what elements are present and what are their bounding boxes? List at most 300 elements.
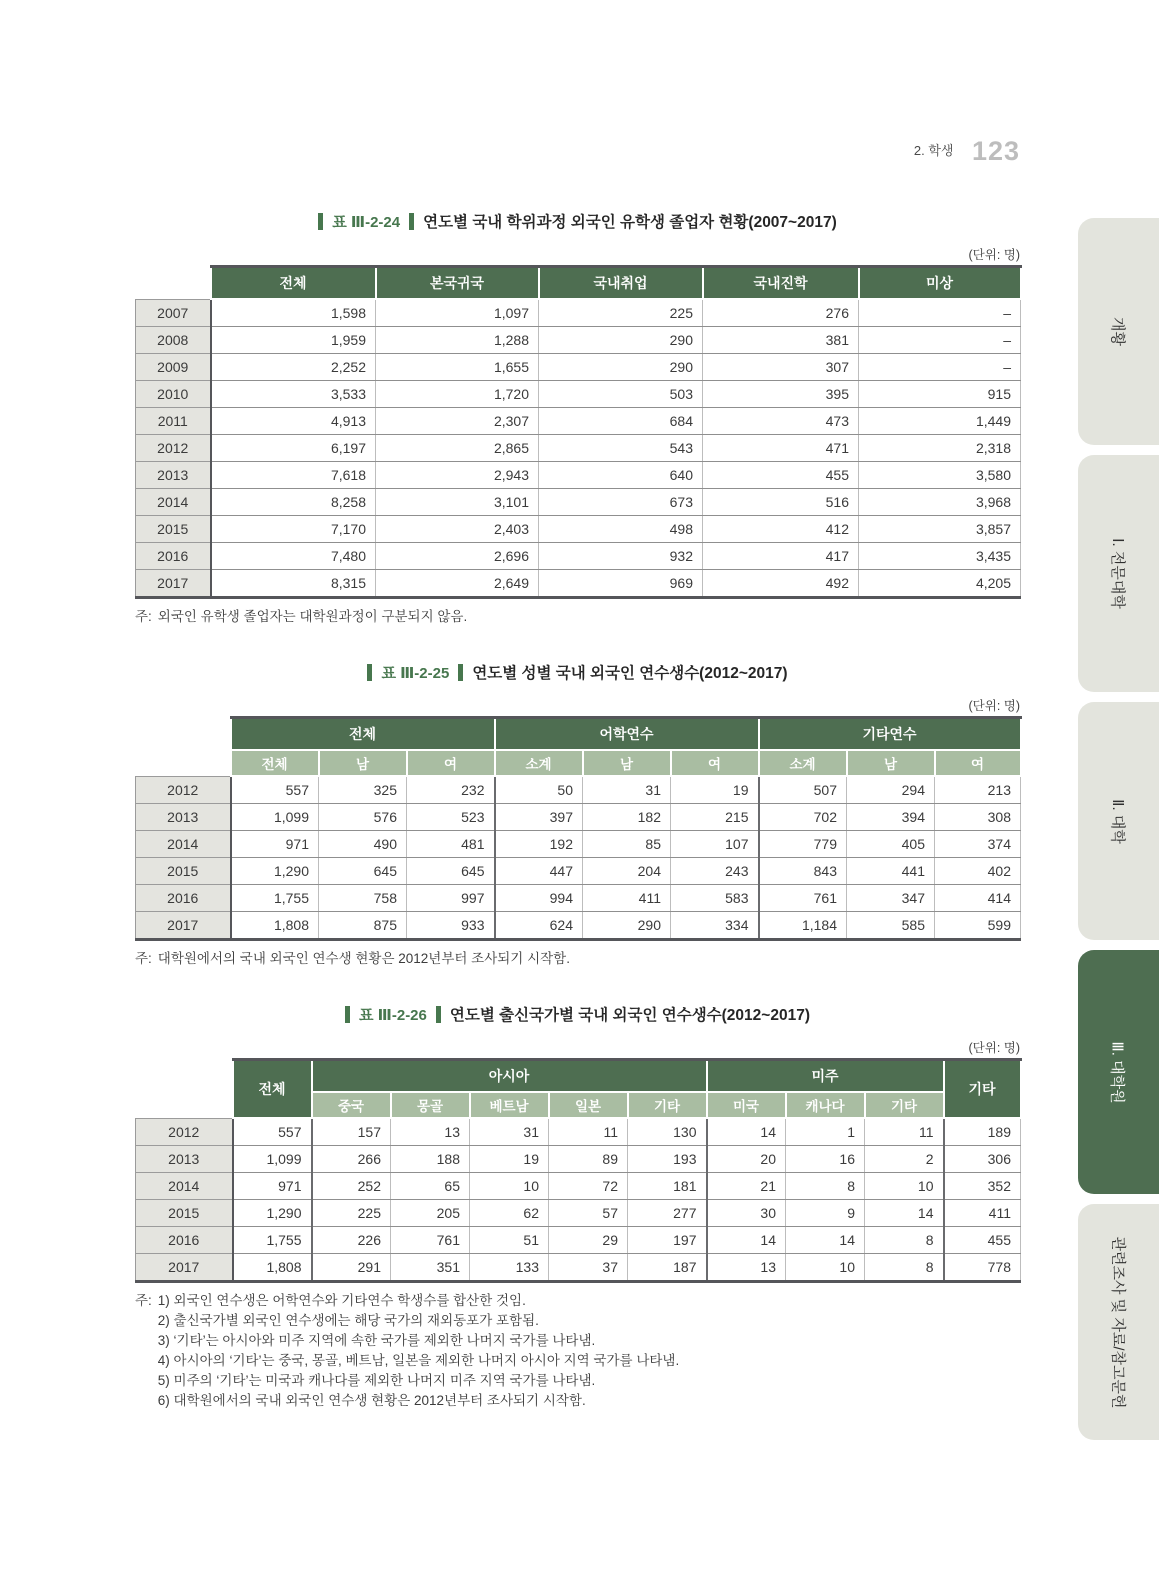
column-header: 전체 (233, 1060, 312, 1119)
table-row (136, 327, 1021, 354)
value-cell: 2,307 (376, 408, 539, 435)
value-cell: 557 (233, 1118, 312, 1146)
value-cell: 1,720 (376, 381, 539, 408)
column-header: 미국 (707, 1092, 786, 1118)
year-cell: 2011 (136, 408, 211, 435)
table-row (136, 804, 1021, 831)
value-cell: 14 (707, 1118, 786, 1146)
value-cell: 997 (407, 885, 495, 912)
value-cell: 130 (628, 1118, 707, 1146)
value-cell: 204 (583, 858, 671, 885)
value-cell: 2,696 (376, 543, 539, 570)
value-cell: 411 (583, 885, 671, 912)
value-cell: 308 (935, 804, 1021, 831)
note-line: 3) ‘기타’는 아시아와 미주 지역에 속한 국가를 제외한 나머지 국가를 나타냄. (157, 1333, 596, 1348)
table-row (136, 354, 1021, 381)
value-cell: 252 (312, 1173, 391, 1200)
year-cell: 2008 (136, 327, 211, 354)
column-header: 기타 (865, 1092, 944, 1118)
value-cell: 761 (759, 885, 847, 912)
value-cell: 19 (671, 776, 759, 804)
value-cell: 1,097 (376, 299, 539, 327)
table-note (135, 949, 1020, 969)
value-cell: 7,480 (211, 543, 376, 570)
year-cell: 2017 (136, 1254, 233, 1282)
value-cell: 213 (935, 776, 1021, 804)
value-cell: 347 (847, 885, 935, 912)
sidebar-tab-3[interactable] (1078, 950, 1159, 1194)
note-line: 대학원에서의 국내 외국인 연수생 현황은 2012년부터 조사되기 시작함. (157, 951, 570, 966)
table-row (136, 776, 1021, 804)
value-cell: 19 (470, 1146, 549, 1173)
value-cell: 1,099 (233, 1146, 312, 1173)
year-cell: 2013 (136, 462, 211, 489)
table-row (136, 1118, 1021, 1146)
value-cell: 599 (935, 912, 1021, 940)
value-cell: 4,205 (859, 570, 1021, 598)
sidebar-tab-1[interactable] (1078, 455, 1159, 692)
caption-bar-icon (367, 664, 372, 681)
value-cell: 107 (671, 831, 759, 858)
value-cell: 490 (319, 831, 407, 858)
note-line: 4) 아시아의 ‘기타’는 중국, 몽골, 베트남, 일본을 제외한 나머지 아시아 지역 국가를 나타냄. (157, 1353, 680, 1368)
value-cell: 2,252 (211, 354, 376, 381)
value-cell: 455 (944, 1227, 1021, 1254)
table-note (135, 607, 1020, 627)
value-cell: 62 (470, 1200, 549, 1227)
value-cell: 30 (707, 1200, 786, 1227)
year-cell: 2013 (136, 804, 231, 831)
column-header: 어학연수 (495, 718, 759, 751)
sidebar-tab-label: 관련조사 및 자료/참고문헌 (1109, 1236, 1126, 1408)
value-cell: 352 (944, 1173, 1021, 1200)
column-header: 전체 (211, 267, 376, 300)
note-lines (158, 1291, 679, 1411)
table-section-1 (135, 210, 1020, 627)
value-cell: 306 (944, 1146, 1021, 1173)
table-row (136, 858, 1021, 885)
value-cell: 10 (786, 1254, 865, 1282)
value-cell: 492 (703, 570, 859, 598)
caption-bar-icon (409, 213, 414, 230)
column-header: 중국 (312, 1092, 391, 1118)
value-cell: 226 (312, 1227, 391, 1254)
value-cell: 29 (549, 1227, 628, 1254)
column-header: 국내취업 (539, 267, 703, 300)
value-cell: 1,808 (233, 1254, 312, 1282)
table-row (136, 381, 1021, 408)
value-cell: 13 (391, 1118, 470, 1146)
value-cell: 994 (495, 885, 583, 912)
section-label: 2. 학생 (913, 143, 954, 158)
value-cell: 187 (628, 1254, 707, 1282)
value-cell: 266 (312, 1146, 391, 1173)
value-cell: 1,184 (759, 912, 847, 940)
table-tag: 표 Ⅲ-2-26 (359, 1006, 427, 1024)
value-cell: 585 (847, 912, 935, 940)
table-row (136, 885, 1021, 912)
value-cell: 702 (759, 804, 847, 831)
value-cell: 673 (539, 489, 703, 516)
table-row (136, 912, 1021, 940)
value-cell: 20 (707, 1146, 786, 1173)
value-cell: 543 (539, 435, 703, 462)
column-header: 남 (319, 750, 407, 776)
table-note (135, 1291, 1020, 1411)
value-cell: 1,598 (211, 299, 376, 327)
value-cell: – (859, 299, 1021, 327)
table-caption (135, 661, 1020, 683)
value-cell: 2 (865, 1146, 944, 1173)
year-cell: 2015 (136, 1200, 233, 1227)
value-cell: 1,755 (231, 885, 319, 912)
value-cell: 133 (470, 1254, 549, 1282)
table-row (136, 1200, 1021, 1227)
value-cell: 14 (865, 1200, 944, 1227)
year-cell: 2014 (136, 489, 211, 516)
value-cell: 875 (319, 912, 407, 940)
value-cell: 276 (703, 299, 859, 327)
value-cell: 37 (549, 1254, 628, 1282)
table-row (136, 1254, 1021, 1282)
value-cell: 779 (759, 831, 847, 858)
value-cell: 1,449 (859, 408, 1021, 435)
value-cell: 1,755 (233, 1227, 312, 1254)
data-table (135, 716, 1022, 941)
column-header: 몽골 (391, 1092, 470, 1118)
column-header: 기타 (944, 1060, 1021, 1119)
value-cell: 441 (847, 858, 935, 885)
table-title: 연도별 성별 국내 외국인 연수생수(2012~2017) (472, 665, 788, 682)
value-cell: 65 (391, 1173, 470, 1200)
year-cell: 2015 (136, 858, 231, 885)
value-cell: 8,258 (211, 489, 376, 516)
value-cell: 1,655 (376, 354, 539, 381)
value-cell: 14 (786, 1227, 865, 1254)
value-cell: 624 (495, 912, 583, 940)
year-cell: 2014 (136, 1173, 233, 1200)
sidebar-tab-0[interactable] (1078, 218, 1159, 445)
column-header: 국내진학 (703, 267, 859, 300)
note-label: 주: (135, 609, 152, 624)
page-number: 123 (971, 136, 1020, 166)
note-line: 5) 미주의 ‘기타’는 미국과 캐나다를 제외한 나머지 미주 지역 국가를 나타냄. (157, 1373, 596, 1388)
value-cell: 8 (865, 1254, 944, 1282)
value-cell: 645 (319, 858, 407, 885)
column-header: 캐나다 (786, 1092, 865, 1118)
value-cell: 225 (312, 1200, 391, 1227)
column-header: 여 (407, 750, 495, 776)
value-cell: 290 (583, 912, 671, 940)
year-cell: 2016 (136, 1227, 233, 1254)
table-row (136, 516, 1021, 543)
table-row (136, 1173, 1021, 1200)
year-cell: 2012 (136, 776, 231, 804)
value-cell: 8 (865, 1227, 944, 1254)
value-cell: 291 (312, 1254, 391, 1282)
unit-label: (단위: 명) (968, 1041, 1020, 1055)
value-cell: 2,318 (859, 435, 1021, 462)
data-table (135, 265, 1022, 599)
year-cell: 2016 (136, 885, 231, 912)
value-cell: 471 (703, 435, 859, 462)
column-header: 남 (583, 750, 671, 776)
caption-bar-icon (345, 1006, 350, 1023)
value-cell: 8 (786, 1173, 865, 1200)
table-row (136, 489, 1021, 516)
value-cell: 2,403 (376, 516, 539, 543)
note-line: 6) 대학원에서의 국내 외국인 연수생 현황은 2012년부터 조사되기 시작함. (157, 1393, 586, 1408)
value-cell: 1,290 (231, 858, 319, 885)
value-cell: 50 (495, 776, 583, 804)
value-cell: 290 (539, 327, 703, 354)
value-cell: 31 (470, 1118, 549, 1146)
value-cell: 1,808 (231, 912, 319, 940)
value-cell: 10 (865, 1173, 944, 1200)
value-cell: 411 (944, 1200, 1021, 1227)
value-cell: 417 (703, 543, 859, 570)
value-cell: 507 (759, 776, 847, 804)
table-tag: 표 Ⅲ-2-25 (381, 664, 450, 682)
table-row (136, 1227, 1021, 1254)
value-cell: 761 (391, 1227, 470, 1254)
value-cell: 1,290 (233, 1200, 312, 1227)
page-header (135, 136, 1020, 166)
value-cell: 2,943 (376, 462, 539, 489)
page-content (135, 0, 1020, 1411)
column-header: 남 (847, 750, 935, 776)
value-cell: 11 (549, 1118, 628, 1146)
value-cell: 3,857 (859, 516, 1021, 543)
value-cell: 843 (759, 858, 847, 885)
header-placeholder (136, 267, 211, 300)
table-row (136, 1146, 1021, 1173)
value-cell: 3,968 (859, 489, 1021, 516)
column-header: 전체 (231, 750, 319, 776)
value-cell: 933 (407, 912, 495, 940)
table-row (136, 831, 1021, 858)
sidebar (1078, 218, 1159, 1440)
value-cell: 188 (391, 1146, 470, 1173)
value-cell: 481 (407, 831, 495, 858)
value-cell: 684 (539, 408, 703, 435)
table-caption (135, 210, 1020, 232)
note-line: 1) 외국인 연수생은 어학연수와 기타연수 학생수를 합산한 것임. (157, 1293, 526, 1308)
table-title: 연도별 국내 학위과정 외국인 유학생 졸업자 현황(2007~2017) (423, 214, 837, 231)
year-cell: 2007 (136, 299, 211, 327)
value-cell: 971 (231, 831, 319, 858)
table-row (136, 408, 1021, 435)
unit-label: (단위: 명) (968, 699, 1020, 713)
value-cell: 2,649 (376, 570, 539, 598)
column-header: 여 (671, 750, 759, 776)
value-cell: 969 (539, 570, 703, 598)
value-cell: 9 (786, 1200, 865, 1227)
value-cell: 3,580 (859, 462, 1021, 489)
value-cell: 6,197 (211, 435, 376, 462)
header-placeholder (136, 718, 231, 777)
value-cell: 215 (671, 804, 759, 831)
value-cell: 503 (539, 381, 703, 408)
value-cell: 10 (470, 1173, 549, 1200)
table-row (136, 570, 1021, 598)
year-cell: 2012 (136, 435, 211, 462)
value-cell: 3,101 (376, 489, 539, 516)
value-cell: 645 (407, 858, 495, 885)
year-cell: 2013 (136, 1146, 233, 1173)
sidebar-tab-2[interactable] (1078, 702, 1159, 940)
value-cell: 225 (539, 299, 703, 327)
value-cell: 778 (944, 1254, 1021, 1282)
value-cell: 1,288 (376, 327, 539, 354)
value-cell: 576 (319, 804, 407, 831)
value-cell: 181 (628, 1173, 707, 1200)
sidebar-tab-4[interactable] (1078, 1204, 1159, 1440)
value-cell: 182 (583, 804, 671, 831)
value-cell: 8,315 (211, 570, 376, 598)
note-label: 주: (135, 1293, 152, 1308)
value-cell: 11 (865, 1118, 944, 1146)
column-header: 아시아 (312, 1060, 707, 1093)
table-title: 연도별 출신국가별 국내 외국인 연수생수(2012~2017) (449, 1007, 810, 1024)
year-cell: 2009 (136, 354, 211, 381)
value-cell: 57 (549, 1200, 628, 1227)
table-row (136, 543, 1021, 570)
value-cell: 277 (628, 1200, 707, 1227)
value-cell: 1 (786, 1118, 865, 1146)
sidebar-tab-label: Ⅲ. 대학원 (1109, 1040, 1126, 1104)
value-cell: 3,533 (211, 381, 376, 408)
value-cell: 2,865 (376, 435, 539, 462)
value-cell: 290 (539, 354, 703, 381)
value-cell: 325 (319, 776, 407, 804)
value-cell: 197 (628, 1227, 707, 1254)
sidebar-tab-label: 개황 (1108, 317, 1126, 346)
value-cell: 4,913 (211, 408, 376, 435)
value-cell: 557 (231, 776, 319, 804)
value-cell: 334 (671, 912, 759, 940)
note-lines (158, 607, 467, 627)
value-cell: 16 (786, 1146, 865, 1173)
value-cell: 232 (407, 776, 495, 804)
value-cell: 205 (391, 1200, 470, 1227)
sidebar-tab-label: Ⅱ. 대학 (1108, 798, 1126, 844)
year-cell: 2015 (136, 516, 211, 543)
column-header: 여 (935, 750, 1021, 776)
value-cell: 523 (407, 804, 495, 831)
column-header: 소계 (495, 750, 583, 776)
value-cell: 516 (703, 489, 859, 516)
value-cell: 72 (549, 1173, 628, 1200)
value-cell: 157 (312, 1118, 391, 1146)
value-cell: 473 (703, 408, 859, 435)
value-cell: 7,618 (211, 462, 376, 489)
table-row (136, 462, 1021, 489)
table-tag: 표 Ⅲ-2-24 (332, 213, 401, 231)
value-cell: 971 (233, 1173, 312, 1200)
data-table (135, 1058, 1022, 1283)
value-cell: 351 (391, 1254, 470, 1282)
value-cell: – (859, 327, 1021, 354)
column-header: 기타연수 (759, 718, 1021, 751)
value-cell: 89 (549, 1146, 628, 1173)
year-cell: 2012 (136, 1118, 233, 1146)
value-cell: 192 (495, 831, 583, 858)
note-line: 2) 출신국가별 외국인 연수생에는 해당 국가의 재외동포가 포함됨. (157, 1313, 539, 1328)
value-cell: 405 (847, 831, 935, 858)
value-cell: 374 (935, 831, 1021, 858)
header-placeholder (136, 1060, 233, 1119)
year-cell: 2010 (136, 381, 211, 408)
year-cell: 2014 (136, 831, 231, 858)
value-cell: 414 (935, 885, 1021, 912)
caption-bar-icon (458, 664, 463, 681)
column-header: 본국귀국 (376, 267, 539, 300)
value-cell: 7,170 (211, 516, 376, 543)
year-cell: 2016 (136, 543, 211, 570)
value-cell: 397 (495, 804, 583, 831)
value-cell: 21 (707, 1173, 786, 1200)
table-row (136, 435, 1021, 462)
value-cell: 294 (847, 776, 935, 804)
sidebar-tab-label: Ⅰ. 전문대학 (1108, 538, 1126, 609)
column-header: 전체 (231, 718, 495, 751)
value-cell: 14 (707, 1227, 786, 1254)
year-cell: 2017 (136, 570, 211, 598)
value-cell: 412 (703, 516, 859, 543)
table-caption (135, 1003, 1020, 1025)
caption-bar-icon (318, 213, 323, 230)
value-cell: 193 (628, 1146, 707, 1173)
value-cell: 583 (671, 885, 759, 912)
value-cell: 447 (495, 858, 583, 885)
column-header: 소계 (759, 750, 847, 776)
value-cell: 243 (671, 858, 759, 885)
table-section-2 (135, 661, 1020, 969)
value-cell: 31 (583, 776, 671, 804)
value-cell: 381 (703, 327, 859, 354)
value-cell: 395 (703, 381, 859, 408)
table-section-3 (135, 1003, 1020, 1411)
value-cell: 189 (944, 1118, 1021, 1146)
value-cell: 394 (847, 804, 935, 831)
value-cell: 1,959 (211, 327, 376, 354)
column-header: 베트남 (470, 1092, 549, 1118)
value-cell: 307 (703, 354, 859, 381)
value-cell: 455 (703, 462, 859, 489)
table-row (136, 299, 1021, 327)
value-cell: 1,099 (231, 804, 319, 831)
value-cell: 640 (539, 462, 703, 489)
value-cell: 85 (583, 831, 671, 858)
value-cell: 932 (539, 543, 703, 570)
column-header: 기타 (628, 1092, 707, 1118)
column-header: 미상 (859, 267, 1021, 300)
value-cell: 402 (935, 858, 1021, 885)
column-header: 미주 (707, 1060, 944, 1093)
note-line: 외국인 유학생 졸업자는 대학원과정이 구분되지 않음. (157, 609, 468, 624)
value-cell: 3,435 (859, 543, 1021, 570)
year-cell: 2017 (136, 912, 231, 940)
value-cell: – (859, 354, 1021, 381)
value-cell: 51 (470, 1227, 549, 1254)
note-label: 주: (135, 951, 152, 966)
value-cell: 915 (859, 381, 1021, 408)
value-cell: 498 (539, 516, 703, 543)
unit-label: (단위: 명) (968, 248, 1020, 262)
caption-bar-icon (436, 1006, 441, 1023)
value-cell: 758 (319, 885, 407, 912)
